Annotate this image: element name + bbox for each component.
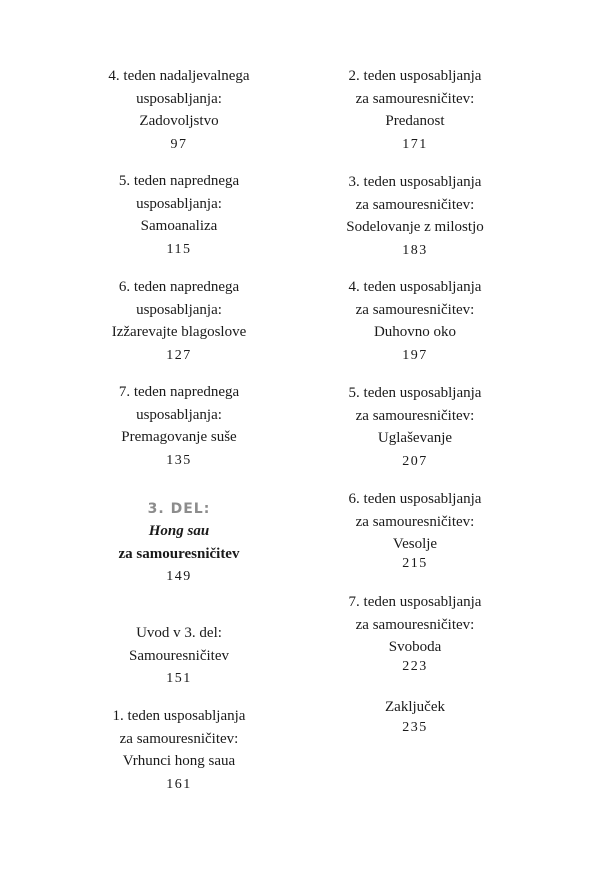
- part-subtitle: za samouresničitev: [118, 545, 240, 562]
- toc-entry-title: Uglaševanje: [377, 430, 453, 446]
- toc-entry: [300, 591, 530, 678]
- toc-entry-line: za samouresničitev:: [355, 301, 475, 318]
- toc-entry-line: za samouresničitev:: [355, 90, 475, 107]
- toc-entry-line: za samouresničitev:: [119, 730, 239, 747]
- toc-entry-line: 7. teden naprednega: [118, 384, 240, 400]
- toc-entry-line: 3. teden usposabljanja: [348, 174, 482, 190]
- toc-entry-title: Zaključek: [385, 699, 445, 715]
- toc-page-number: 97: [170, 136, 188, 152]
- toc-entry-title: Predanost: [385, 113, 445, 129]
- toc-entry: [64, 65, 294, 156]
- toc-entry-title: Vesolje: [392, 536, 438, 552]
- toc-page-number: 235: [402, 719, 428, 735]
- toc-entry-line: usposabljanja:: [136, 195, 222, 212]
- toc-entry-title: Sodelovanje z milostjo: [346, 219, 484, 235]
- toc-page-number: 135: [166, 452, 192, 468]
- toc-entry-line: 1. teden usposabljanja: [112, 708, 246, 724]
- toc-part-heading: [64, 498, 294, 588]
- toc-entry-line: za samouresničitev:: [355, 196, 475, 213]
- toc-entry: [64, 381, 294, 472]
- toc-entry: [300, 488, 530, 575]
- toc-entry-line: Uvod v 3. del:: [136, 625, 222, 641]
- toc-entry-line: za samouresničitev:: [355, 513, 475, 530]
- toc-entry-line: 6. teden naprednega: [118, 279, 240, 295]
- toc-entry: [300, 171, 530, 262]
- toc-entry-line: za samouresničitev:: [355, 616, 475, 633]
- toc-entry-line: usposabljanja:: [136, 90, 222, 107]
- toc-entry-title: Zadovoljstvo: [139, 113, 219, 129]
- toc-page-number: 115: [166, 241, 192, 257]
- toc-entry-line: 4. teden nadaljevalnega: [108, 68, 250, 84]
- toc-entry-line: usposabljanja:: [136, 301, 222, 318]
- toc-entry-title: Vrhunci hong saua: [122, 753, 236, 769]
- toc-page-number: 127: [166, 347, 192, 363]
- toc-entry-title: Duhovno oko: [373, 324, 457, 340]
- toc-entry-line: 5. teden naprednega: [118, 173, 240, 189]
- toc-entry-line: 5. teden usposabljanja: [348, 385, 482, 401]
- toc-entry: [300, 65, 530, 156]
- toc-entry: [64, 170, 294, 261]
- toc-page-number: 223: [402, 658, 428, 674]
- toc-entry: [300, 276, 530, 367]
- toc-entry-line: 4. teden usposabljanja: [348, 279, 482, 295]
- toc-entry: [64, 622, 294, 690]
- toc-entry-line: za samouresničitev:: [355, 407, 475, 424]
- toc-entry: [64, 276, 294, 367]
- toc-entry-title: Izžarevajte blagoslove: [111, 324, 247, 340]
- toc-entry: [300, 696, 530, 739]
- part-title: Hong sau: [148, 523, 210, 539]
- toc-entry-title: Samouresničitev: [129, 647, 229, 664]
- toc-entry: [64, 705, 294, 796]
- toc-entry-title: Samoanaliza: [140, 218, 218, 234]
- toc-page-number: 215: [402, 555, 428, 571]
- toc-page-number: 161: [166, 776, 192, 792]
- toc-page-number: 183: [402, 242, 428, 258]
- part-label: 3. DEL:: [147, 501, 211, 517]
- toc-page-number: 207: [402, 453, 428, 469]
- toc-page-number: 149: [166, 569, 192, 584]
- toc-entry: [300, 382, 530, 473]
- toc-entry-title: Premagovanje suše: [121, 429, 237, 445]
- toc-entry-line: 6. teden usposabljanja: [348, 491, 482, 507]
- toc-entry-line: 2. teden usposabljanja: [348, 68, 482, 84]
- toc-entry-line: 7. teden usposabljanja: [348, 594, 482, 610]
- toc-entry-title: Svoboda: [388, 639, 442, 655]
- toc-entry-line: usposabljanja:: [136, 406, 222, 423]
- toc-page-number: 197: [402, 347, 428, 363]
- toc-page-number: 171: [402, 136, 428, 152]
- toc-page-number: 151: [166, 671, 192, 686]
